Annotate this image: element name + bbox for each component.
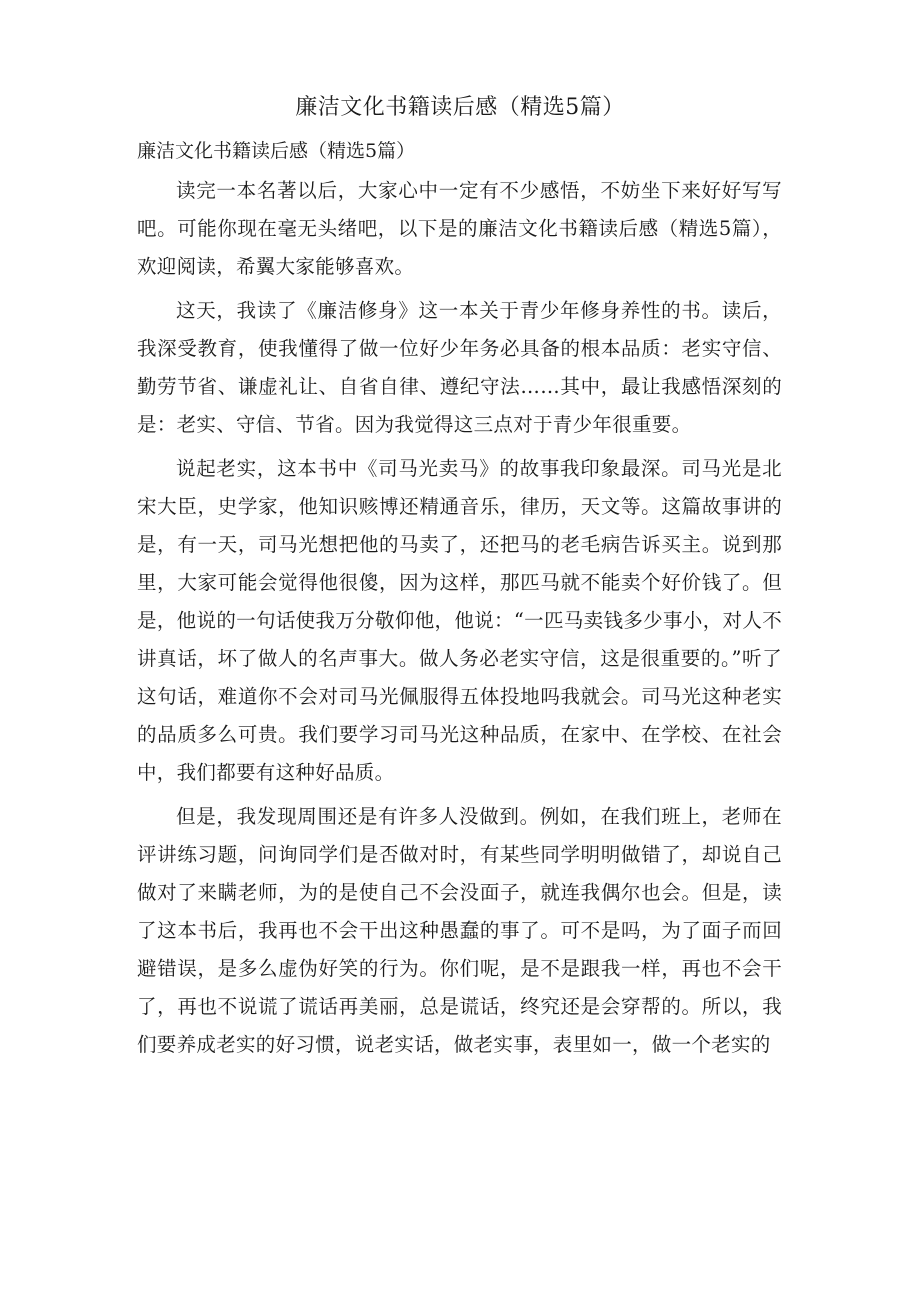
- body-text: [137, 172, 782, 1070]
- paragraph-intro: 读完一本名著以后，大家心中一定有不少感悟，不妨坐下来好好写写吧。可能你现在毫无头绪吧，以下是的廉洁文化书籍读后感（精选5篇），欢迎阅读，希翼大家能够喜欢。: [137, 179, 782, 278]
- paragraph-book-summary: 这天，我读了《廉洁修身》这一本关于青少年修身养性的书。读后，我深受教育，使我懂得了做一位好少年务必具备的根本品质：老实守信、勤劳节省、谦虚礼让、自省自律、遵纪守法……其中，最让我感悟深刻的是：老实、守信、节省。因为我觉得这三点对于青少年很重要。: [137, 299, 782, 436]
- page-title: 廉洁文化书籍读后感（精选5篇）: [295, 95, 625, 120]
- paragraph-sima-guang-story: 说起老实，这本书中《司马光卖马》的故事我印象最深。司马光是北宋大臣，史学家，他知识赅博还精通音乐，律历，天文等。这篇故事讲的是，有一天，司马光想把他的马卖了，还把马的老毛病告诉买主。说到那里，大家可能会觉得他很傻，因为这样，那匹马就不能卖个好价钱了。但是，他说的一句话使我万分敬仰他，他说：“一匹马卖钱多少事小，对人不讲真话，坏了做人的名声事大。做人务必老实守信，这是很重要的。”听了这句话，难道你不会对司马光佩服得五体投地吗我就会。司马光这种老实的品质多么可贵。我们要学习司马光这种品质，在家中、在学校、在社会中，我们都要有这种好品质。: [137, 457, 782, 784]
- document-subtitle: 廉洁文化书籍读后感（精选5篇）: [137, 140, 416, 162]
- paragraph-reflection: 但是，我发现周围还是有许多人没做到。例如，在我们班上，老师在评讲练习题，问询同学们是否做对时，有某些同学明明做错了，却说自己做对了来瞒老师，为的是使自己不会没面子，就连我偶尔也会。但是，读了这本书后，我再也不会干出这种愚蠢的事了。可不是吗，为了面子而回避错误，是多么虚伪好笑的行为。你们呢，是不是跟我一样，再也不会干了，再也不说谎了谎话再美丽，总是谎话，终究还是会穿帮的。所以，我们要养成老实的好习惯，说老实话，做老实事，表里如一，做一个老实的: [137, 805, 782, 1056]
